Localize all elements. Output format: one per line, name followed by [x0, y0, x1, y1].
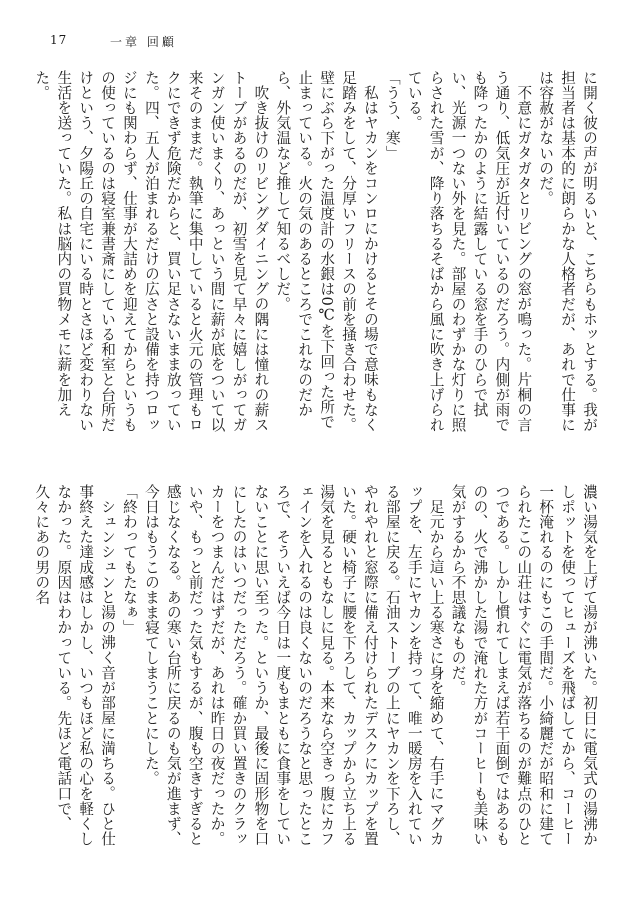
chapter-title: 一章 回顧	[110, 35, 177, 49]
dialogue-line: 「終わってもたなぁ」	[120, 484, 138, 635]
paragraph: に開く彼の声が明るいと、こちらもホッとする。我が担当者は基本的に朗らかな人格者だが、あれで仕事には容赦がないのだ。	[537, 70, 598, 433]
paragraph: 濃い湯気を上げて湯が沸いた。初日に電気式の湯沸かしポットを使ってヒューズを飛ばしてから、コーヒー一杯淹れるのにもこの手間だ。小綺麗だが昭和に建てられたこの山荘はすぐに電気が落ちるのが難点のひとつである。しかし慣れてしまえば若干面倒ではあるものの、火で沸かした湯で淹れた方がコーヒーも美味い気がするから不思議なものだ。	[449, 484, 598, 847]
paragraph: シュンシュンと湯の沸く音が部屋に満ちる。ひと仕事終えた達成感はしかし、いつもほど私の心を軽くしなかった。原因はわかっている。先ほど電話口で、久々にあの男の名	[33, 484, 117, 847]
lower-text-block	[33, 484, 600, 852]
page-number: 17	[50, 33, 68, 47]
paragraph: 私はヤカンをコンロにかけるとその場で意味もなく足踏みをして、分厚いフリースの前を掻き合わせた。壁にぶら下がった温度計の水銀は0℃を下回った所で止まっている。火の気のあるところでこれなのだから、外気温など推して知るべしだ。	[274, 70, 379, 433]
upper-text-block	[33, 70, 600, 440]
paragraph: 吹き抜けのリビングダイニングの隅には憧れの薪ストーブがあるのだが、初雪を見て早々に嬉しがってガンガン使いまくり、あっという間に薪が底をついて以来そのままだ。執筆に集中していると火元の管理もロクにできず危険だからと、買い足さないまま放っていた。四、五人が泊まれるだけの広さと設備を持つロッジにも関わらず、仕事が大詰めを迎えてからというもの使っているのは寝室兼書斎にしている和室と台所だけという、夕陽丘の自宅にいる時とさほど変わりない生活を送っていた。私は脳内の買物メモに薪を加えた。	[33, 70, 270, 433]
paragraph: 不意にガタガタとリビングの窓が鳴った。片桐の言う通り、低気圧が近付いているのだろう。内側が雨でも降ったかのように結露している窓を手のひらで拭い、光源一つない外を見た。部屋のわずかな灯りに照らされた雪が、降り落ちるそばから風に吹き上げられている。	[405, 70, 533, 433]
dialogue-line: 「うう、寒」	[383, 70, 401, 161]
paragraph: 足元から這い上る寒さに身を縮めて、右手にマグカップを、左手にヤカンを持って、唯一暖房を入れている部屋に戻る。石油ストーブの上にヤカンを下ろし、やれやれと窓際に備え付けられたデスクにカップを置いた。硬い椅子に腰を下ろして、カップから立ち上る湯気を見るともなしに見る。本来なら空きっ腹にカフェインを入れるのは良くないのだろうなと思ったところで、そういえば今日は一度もまともに食事をしていないことに思い至った。というか、最後に固形物を口にしたのはいつだっただろう。確か買い置きのクラッカーをつまんだはずだが、あれは昨日の夜だったか。いや、もっと前だった気もするが、腹も空きすぎると感じなくなる。あの寒い台所に戻るのも気が進まず、今日はもうこのまま寝てしまうことにした。	[142, 484, 445, 847]
